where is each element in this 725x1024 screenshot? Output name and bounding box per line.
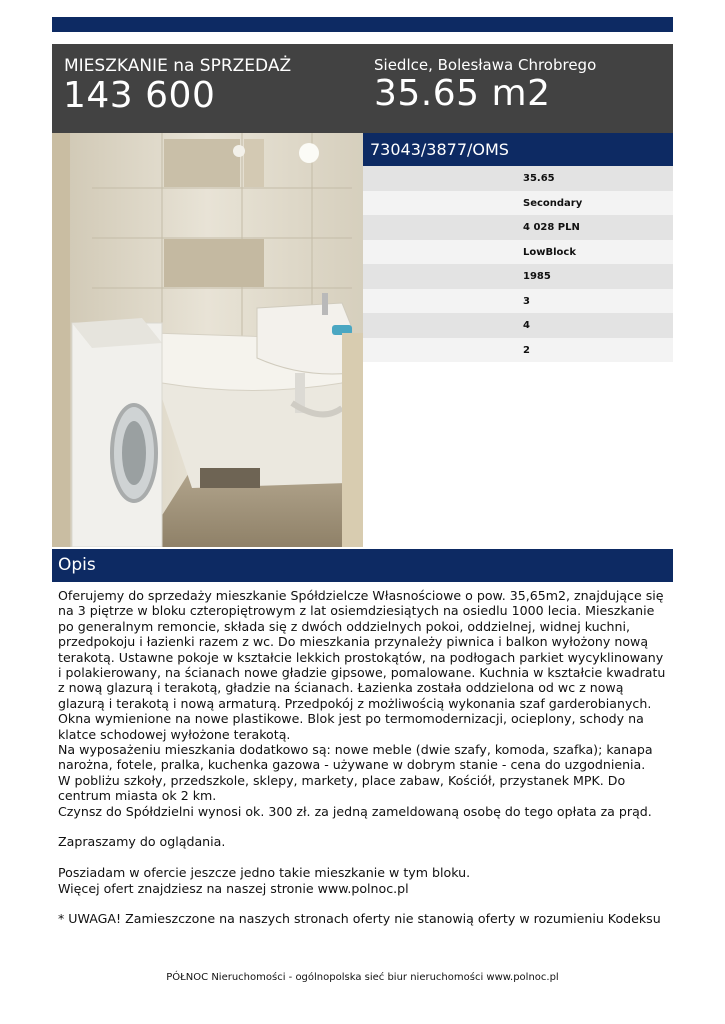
spec-value: 35.65: [523, 173, 555, 184]
description-paragraph: Na wyposażeniu mieszkania dodatkowo są: nowe meble (dwie szafy, komoda, szafka); kanapa narożna, fotele, pralka, kuchenka gazowa - używane w dobrym stanie - cena do uzgodnienia.: [58, 742, 653, 773]
top-accent-bar: [52, 17, 673, 32]
page-footer: PÓŁNOC Nieruchomości - ogólnopolska sieć biur nieruchomości www.polnoc.pl: [166, 972, 559, 983]
spec-value: Secondary: [523, 197, 583, 209]
spec-value: LowBlock: [523, 246, 576, 258]
paragraph-gap: [58, 896, 670, 911]
listing-location: Siedlce, Bolesława Chrobrego: [374, 56, 597, 74]
description-section-bar: [52, 549, 673, 582]
listing-type: MIESZKANIE na SPRZEDAŻ: [64, 56, 292, 76]
spec-row: [363, 264, 673, 289]
description-paragraph: Zapraszamy do oglądania.: [58, 834, 226, 850]
description-body: [58, 588, 670, 927]
spec-row: [363, 338, 673, 363]
description-paragraph: Oferujemy do sprzedaży mieszkanie Spółdzielcze Własnościowe o pow. 35,65m2, znajdujące się na 3 piętrze w bloku czteropiętrowym z lat osiemdziesiątych na osiedlu 1000 lecia. Mieszkanie po generalnym remoncie, składa się z dwóch oddzielnych pokoi, oddzielnej, widnej kuchni, przedpokoju i łazienki razem z wc. Do mieszkania przynależy piwnica i balkon wyłożony nową terakotą. Ustawne pokoje w kształcie lekkich prostokątów, na podłogach parkiet wycyklinowany i polakierowany, na ścianach nowe gładzie gipsowe, pomalowane. Kuchnia w kształcie kwadratu z nową glazurą i terakotą, gładzie na ścianach. Łazienka została oddzielona od wc z nową glazurą i terakotą i nową armaturą. Przedpokój z możliwością wykonania szaf garderobianych. Okna wymienione na nowe plastikowe. Blok jest po termomodernizacji, ocieplony, schody na klatce schodowej wyłożone terakotą.: [58, 588, 666, 742]
description-paragraph: Czynsz do Spółdzielni wynosi ok. 300 zł. za jedną zameldowaną osobę do tego opłata za prąd.: [58, 803, 652, 819]
reference-number: 73043/3877/OMS: [370, 140, 509, 159]
spec-value: 2: [523, 344, 530, 356]
paragraph-gap: [58, 850, 670, 865]
paragraph-gap: [58, 819, 670, 834]
spec-table: [363, 166, 673, 362]
description-paragraph: W pobliżu szkoły, przedszkole, sklepy, markety, place zabaw, Kościół, przystanek MPK. Do centrum miasta ok 2 km.: [58, 772, 626, 804]
spec-row: [363, 289, 673, 314]
listing-area: 35.65 m2: [374, 73, 551, 114]
spec-value: 4: [523, 320, 530, 331]
section-title: Opis: [58, 555, 96, 575]
spec-row: [363, 191, 673, 216]
spec-row: [363, 166, 673, 191]
spec-value: 4 028 PLN: [523, 222, 580, 233]
property-photo: [52, 133, 363, 547]
reference-bar: [363, 133, 673, 166]
spec-value: 1985: [523, 271, 551, 282]
spec-value: 3: [523, 295, 530, 307]
listing-header: [52, 44, 673, 133]
description-paragraph: Posziadam w ofercie jeszcze jedno takie mieszkanie w tym bloku.: [58, 865, 471, 881]
spec-row: [363, 215, 673, 240]
description-paragraph: Więcej ofert znajdziesz na naszej stronie www.polnoc.pl: [58, 880, 409, 896]
spec-row: [363, 240, 673, 265]
spec-row: [363, 313, 673, 338]
description-paragraph: * UWAGA! Zamieszczone na naszych stronach oferty nie stanowią oferty w rozumieniu Kodeksu: [58, 911, 661, 927]
listing-price: 143 600: [63, 75, 216, 116]
